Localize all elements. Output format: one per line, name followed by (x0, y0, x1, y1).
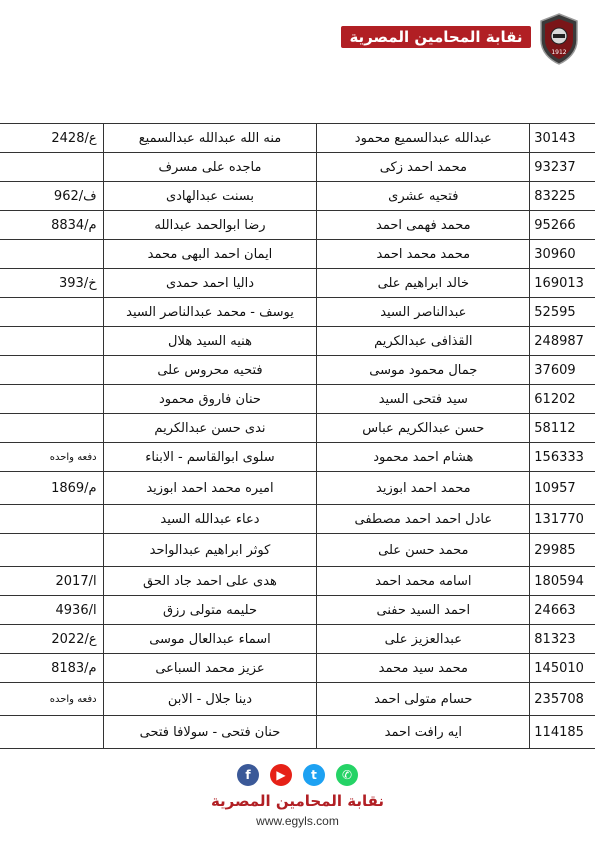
fee-cell (0, 534, 103, 567)
table-row (0, 327, 595, 356)
heir-cell: يوسف - محمد عبدالناصر السيد (103, 298, 317, 327)
table-row (0, 567, 595, 596)
table-row (0, 654, 595, 683)
fee-cell (0, 385, 103, 414)
membership-number-cell: 52595 (530, 298, 595, 327)
name-cell: محمد محمد احمد (317, 240, 530, 269)
membership-number-cell: 169013 (530, 269, 595, 298)
table-row (0, 269, 595, 298)
heir-cell: فتحيه محروس على (103, 356, 317, 385)
name-cell: عبدالله عبدالسميع محمود (317, 124, 530, 153)
header-title: نقابة المحامين المصرية (341, 26, 531, 48)
twitter-icon[interactable]: t (303, 764, 325, 786)
membership-number-cell: 81323 (530, 625, 595, 654)
heir-cell: دينا جلال - الابن (103, 683, 317, 716)
membership-number-cell: 29985 (530, 534, 595, 567)
name-cell: سيد فتحى السيد (317, 385, 530, 414)
name-cell: محمد احمد ابوزيد (317, 472, 530, 505)
heir-cell: ندى حسن عبدالكريم (103, 414, 317, 443)
table-row (0, 683, 595, 716)
membership-number-cell: 145010 (530, 654, 595, 683)
heir-cell: ايمان احمد البهى محمد (103, 240, 317, 269)
name-cell: فتحيه عشرى (317, 182, 530, 211)
name-cell: القذافى عبدالكريم (317, 327, 530, 356)
name-cell: محمد سيد محمد (317, 654, 530, 683)
table-row (0, 211, 595, 240)
footer-syndicate-name: نقابة المحامين المصرية (210, 792, 385, 810)
name-cell: احمد السيد حفنى (317, 596, 530, 625)
table-row (0, 124, 595, 153)
heir-cell: سلوى ابوالقاسم - الابناء (103, 443, 317, 472)
membership-number-cell: 61202 (530, 385, 595, 414)
name-cell: محمد فهمى احمد (317, 211, 530, 240)
heir-cell: داليا احمد حمدى (103, 269, 317, 298)
name-cell: جمال محمود موسى (317, 356, 530, 385)
table-row (0, 534, 595, 567)
name-cell: محمد احمد زكى (317, 153, 530, 182)
membership-number-cell: 30143 (530, 124, 595, 153)
fee-cell: 8834/م (0, 211, 103, 240)
youtube-icon[interactable]: ▶ (270, 764, 292, 786)
heir-cell: هدى على احمد جاد الحق (103, 567, 317, 596)
membership-number-cell: 30960 (530, 240, 595, 269)
heir-cell: هنيه السيد هلال (103, 327, 317, 356)
heir-cell: اميره محمد احمد ابوزيد (103, 472, 317, 505)
heir-cell: حنان فتحى - سولافا فتحى (103, 716, 317, 749)
fee-cell (0, 716, 103, 749)
heir-cell: منه الله عبدالله عبدالسميع (103, 124, 317, 153)
fee-cell (0, 356, 103, 385)
fee-cell: دفعه واحده (0, 443, 103, 472)
fee-cell: 2428/ع (0, 124, 103, 153)
membership-number-cell: 93237 (530, 153, 595, 182)
name-cell: حسن عبدالكريم عباس (317, 414, 530, 443)
name-cell: عبدالناصر السيد (317, 298, 530, 327)
heir-cell: حليمه متولى رزق (103, 596, 317, 625)
table-row (0, 240, 595, 269)
membership-number-cell: 37609 (530, 356, 595, 385)
name-cell: عادل احمد احمد مصطفى (317, 505, 530, 534)
name-cell: اسامه محمد احمد (317, 567, 530, 596)
facebook-icon[interactable]: f (237, 764, 259, 786)
table-row (0, 356, 595, 385)
membership-number-cell: 83225 (530, 182, 595, 211)
logo-year: 1912 (551, 49, 567, 56)
table-row (0, 385, 595, 414)
membership-number-cell: 156333 (530, 443, 595, 472)
fee-cell: 8183/م (0, 654, 103, 683)
table-row (0, 443, 595, 472)
fee-cell: 2022/ع (0, 625, 103, 654)
membership-number-cell: 95266 (530, 211, 595, 240)
fee-cell (0, 298, 103, 327)
lawyers-table (0, 123, 595, 749)
table-row (0, 472, 595, 505)
table-row (0, 596, 595, 625)
membership-number-cell: 114185 (530, 716, 595, 749)
fee-cell (0, 327, 103, 356)
table-row (0, 153, 595, 182)
membership-number-cell: 24663 (530, 596, 595, 625)
name-cell: خالد ابراهيم على (317, 269, 530, 298)
syndicate-shield-icon (537, 12, 581, 66)
table-row (0, 298, 595, 327)
fee-cell: 962/ف (0, 182, 103, 211)
table-row (0, 182, 595, 211)
name-cell: حسام متولى احمد (317, 683, 530, 716)
heir-cell: ماجده على مسرف (103, 153, 317, 182)
heir-cell: دعاء عبدالله السيد (103, 505, 317, 534)
heir-cell: بسنت عبدالهادى (103, 182, 317, 211)
name-cell: ايه رافت احمد (317, 716, 530, 749)
heir-cell: حنان فاروق محمود (103, 385, 317, 414)
heir-cell: رضا ابوالحمد عبدالله (103, 211, 317, 240)
table-row (0, 625, 595, 654)
membership-number-cell: 58112 (530, 414, 595, 443)
table-row (0, 716, 595, 749)
fee-cell (0, 240, 103, 269)
heir-cell: اسماء عبدالعال موسى (103, 625, 317, 654)
fee-cell: 1869/م (0, 472, 103, 505)
membership-number-cell: 10957 (530, 472, 595, 505)
fee-cell: 393/خ (0, 269, 103, 298)
fee-cell (0, 505, 103, 534)
membership-number-cell: 180594 (530, 567, 595, 596)
whatsapp-icon[interactable]: ✆ (336, 764, 358, 786)
name-cell: عبدالعزيز على (317, 625, 530, 654)
heir-cell: عزيز محمد السباعى (103, 654, 317, 683)
table-row (0, 414, 595, 443)
table-row (0, 505, 595, 534)
name-cell: محمد حسن على (317, 534, 530, 567)
name-cell: هشام احمد محمود (317, 443, 530, 472)
membership-number-cell: 235708 (530, 683, 595, 716)
heir-cell: كوثر ابراهيم عبدالواحد (103, 534, 317, 567)
fee-cell: دفعه واحده (0, 683, 103, 716)
fee-cell (0, 414, 103, 443)
membership-number-cell: 131770 (530, 505, 595, 534)
fee-cell (0, 153, 103, 182)
footer-website-link[interactable]: www.egyls.com (256, 814, 339, 828)
fee-cell: 2017/ا (0, 567, 103, 596)
fee-cell: 4936/ا (0, 596, 103, 625)
membership-number-cell: 248987 (530, 327, 595, 356)
